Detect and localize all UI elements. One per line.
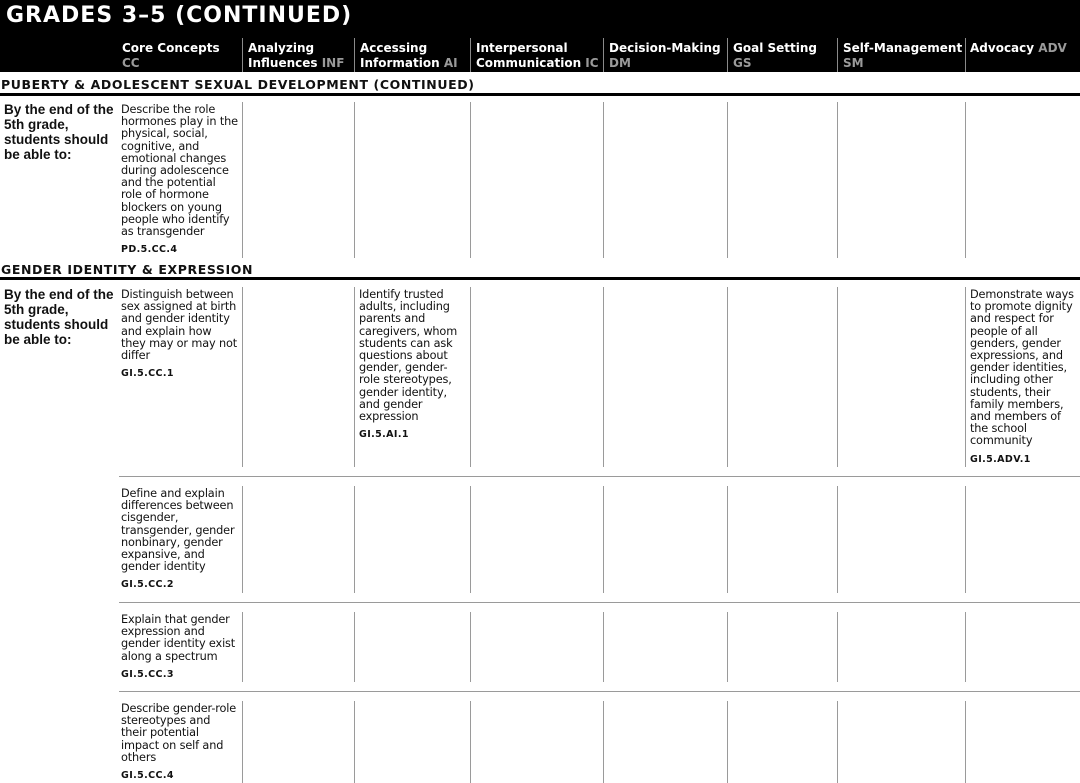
column-divider <box>603 701 604 783</box>
column-header-label: Communication <box>476 56 586 70</box>
outcome-code: GI.5.CC.1 <box>121 368 174 380</box>
outcome-cell-pd-5-cc-4 <box>121 104 239 256</box>
header-divider <box>242 38 243 72</box>
column-divider <box>727 701 728 783</box>
column-divider <box>470 612 471 682</box>
outcome-code: GI.5.CC.4 <box>121 770 174 782</box>
column-header-abbr: IC <box>585 56 599 70</box>
outcome-cell-gi-5-cc-1 <box>121 289 239 380</box>
column-header-abbr: INF <box>321 56 345 70</box>
column-header-analyzing-influences <box>248 41 344 71</box>
column-header-goal-setting <box>733 41 817 71</box>
outcome-text: Distinguish between sex assigned at birth and gender identity and explain how they may or may not differ <box>121 288 238 363</box>
outcome-text: Explain that gender expression and gender identity exist along a spectrum <box>121 613 236 663</box>
outcome-code: PD.5.CC.4 <box>121 244 178 256</box>
column-divider <box>354 287 355 467</box>
header-divider <box>727 38 728 72</box>
column-header-label: Analyzing <box>248 41 315 55</box>
column-divider <box>727 102 728 258</box>
outcome-text: Define and explain differences between cisgender, transgender, gender nonbinary, gender expansive, and gender identity <box>121 487 235 574</box>
column-header-abbr: DM <box>609 56 631 70</box>
header-divider <box>837 38 838 72</box>
section-rule <box>0 93 1080 96</box>
outcome-text: Identify trusted adults, including parents and caregivers, whom students can ask questions about gender, gender-role stereotypes, gender identity, and gender expression <box>359 288 458 424</box>
column-divider <box>837 287 838 467</box>
column-header-label: Self-Management <box>843 41 963 55</box>
column-divider <box>470 701 471 783</box>
column-divider <box>965 701 966 783</box>
column-divider <box>603 102 604 258</box>
column-header-label: Influences <box>248 56 322 70</box>
column-divider <box>242 287 243 467</box>
section-rule <box>0 277 1080 280</box>
column-header-label: Decision-Making <box>609 41 721 55</box>
column-header-abbr: ADV <box>1038 41 1067 55</box>
column-divider <box>837 612 838 682</box>
column-header-self-management <box>843 41 962 71</box>
column-divider <box>242 612 243 682</box>
row-label: By the end of the 5th grade, students should be able to: <box>4 287 114 347</box>
column-header-decision-making <box>609 41 721 71</box>
section-title-gender-identity: GENDER IDENTITY & EXPRESSION <box>1 262 254 277</box>
column-header-advocacy <box>970 41 1067 56</box>
column-header-label: Goal Setting <box>733 41 817 55</box>
column-divider <box>965 102 966 258</box>
outcome-cell-gi-5-cc-4 <box>121 703 239 782</box>
header-divider <box>470 38 471 72</box>
column-divider <box>242 486 243 593</box>
column-divider <box>965 486 966 593</box>
column-header-label: Core Concepts <box>122 41 220 55</box>
column-divider <box>603 486 604 593</box>
column-header-label: Accessing <box>360 41 428 55</box>
row-separator <box>119 476 1080 477</box>
column-divider <box>965 287 966 467</box>
column-divider <box>837 102 838 258</box>
column-header-accessing-information <box>360 41 458 71</box>
column-divider <box>837 701 838 783</box>
column-divider <box>470 486 471 593</box>
column-divider <box>470 287 471 467</box>
column-divider <box>727 287 728 467</box>
outcome-cell-gi-5-cc-3 <box>121 614 239 681</box>
outcome-cell-gi-5-ai-1 <box>359 289 465 441</box>
column-divider <box>603 287 604 467</box>
section-title-puberty: PUBERTY & ADOLESCENT SEXUAL DEVELOPMENT (CONTINUED) <box>1 77 475 92</box>
outcome-code: GI.5.CC.3 <box>121 668 174 680</box>
outcome-code: GI.5.AI.1 <box>359 429 409 441</box>
page-title: GRADES 3–5 (CONTINUED) <box>6 3 353 28</box>
column-header-abbr: AI <box>443 56 458 70</box>
column-divider <box>965 612 966 682</box>
header-bar <box>0 0 1080 72</box>
column-header-core-concepts <box>122 41 220 71</box>
column-divider <box>727 612 728 682</box>
column-header-interpersonal-communication <box>476 41 599 71</box>
outcome-text: Describe the role hormones play in the physical, social, cognitive, and emotional changes during adolescence and the potential role of hormone blockers on young people who identify as transgender <box>121 103 238 239</box>
outcome-code: GI.5.ADV.1 <box>970 453 1031 465</box>
column-divider <box>242 701 243 783</box>
column-divider <box>727 486 728 593</box>
column-header-abbr: CC <box>122 56 140 70</box>
column-divider <box>354 701 355 783</box>
header-divider <box>965 38 966 72</box>
column-header-label: Advocacy <box>970 41 1039 55</box>
row-separator <box>119 602 1080 603</box>
column-header-label: Interpersonal <box>476 41 568 55</box>
column-divider <box>242 102 243 258</box>
column-header-abbr: SM <box>843 56 864 70</box>
row-separator <box>119 691 1080 692</box>
column-divider <box>603 612 604 682</box>
column-divider <box>470 102 471 258</box>
column-divider <box>354 612 355 682</box>
outcome-text: Demonstrate ways to promote dignity and respect for people of all genders, gender expressions, and gender identities, including other students, their family members, and members of the school community <box>970 288 1074 448</box>
outcome-text: Describe gender-role stereotypes and their potential impact on self and others <box>121 702 237 764</box>
outcome-code: GI.5.CC.2 <box>121 579 174 591</box>
row-label: By the end of the 5th grade, students should be able to: <box>4 102 114 162</box>
column-header-label: Information <box>360 56 444 70</box>
column-header-abbr: GS <box>733 56 752 70</box>
column-divider <box>354 486 355 593</box>
column-divider <box>837 486 838 593</box>
header-divider <box>603 38 604 72</box>
header-divider <box>354 38 355 72</box>
outcome-cell-gi-5-adv-1 <box>970 289 1078 466</box>
column-divider <box>354 102 355 258</box>
outcome-cell-gi-5-cc-2 <box>121 488 239 592</box>
